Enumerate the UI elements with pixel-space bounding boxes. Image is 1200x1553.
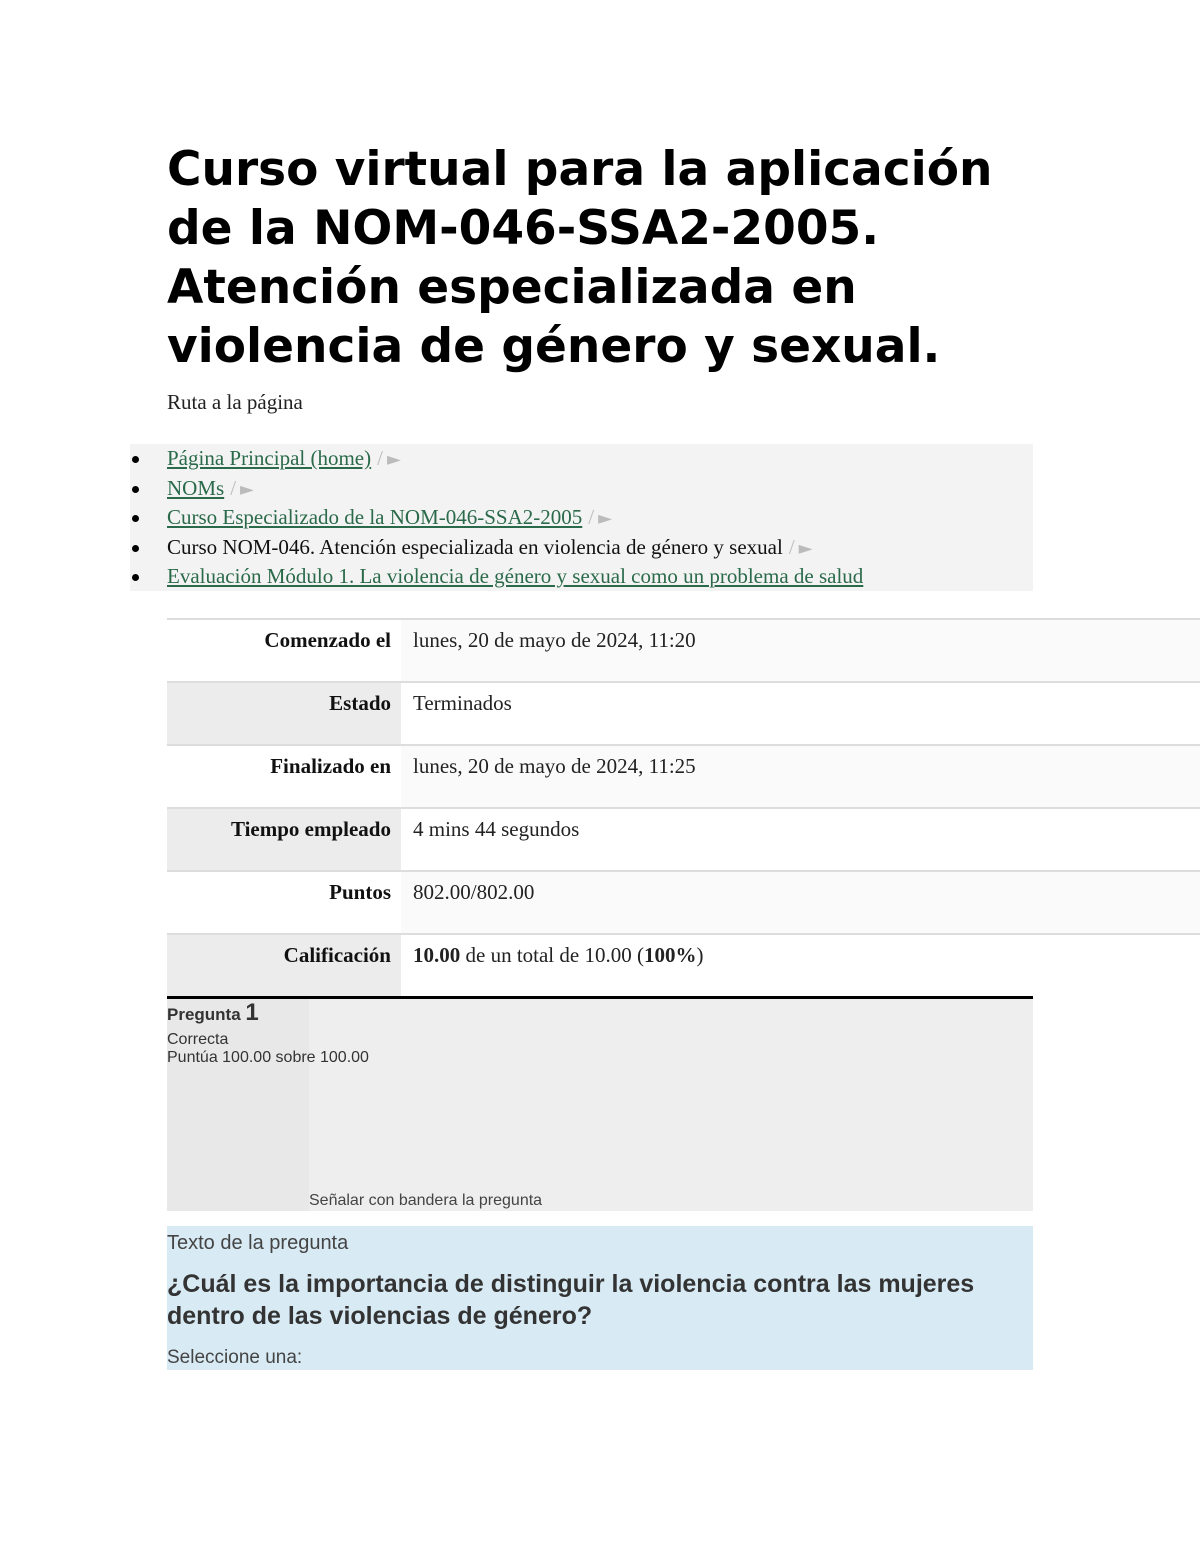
summary-label: Finalizado en (167, 745, 401, 808)
breadcrumb (130, 444, 1033, 591)
breadcrumb-separator: / (230, 475, 237, 500)
play-arrow-icon: ► (598, 508, 612, 529)
breadcrumb-separator: / (588, 505, 595, 529)
summary-row-started (167, 619, 1200, 682)
breadcrumb-separator: / (788, 534, 795, 559)
grade-percent: 100% (643, 943, 697, 967)
summary-label: Calificación (167, 934, 401, 997)
summary-value: Terminados (401, 682, 1200, 745)
flag-question-link[interactable]: Señalar con bandera la pregunta (309, 1192, 543, 1209)
question-state: Correcta (167, 1031, 229, 1048)
grade-close: ) (696, 943, 704, 967)
breadcrumb-separator: / (377, 446, 383, 470)
breadcrumb-link-course-specialized[interactable]: Curso Especializado de la NOM-046-SSA2-2005 (167, 505, 583, 529)
summary-value: 4 mins 44 segundos (401, 808, 1200, 871)
breadcrumb-item (130, 444, 1033, 474)
summary-row-state (167, 682, 1200, 745)
breadcrumb-link-evaluation[interactable]: Evaluación Módulo 1. La violencia de género y sexual como un problema de salud (167, 564, 864, 588)
breadcrumb-item (130, 562, 1033, 592)
summary-value: lunes, 20 de mayo de 2024, 11:20 (401, 619, 1200, 682)
question-text: ¿Cuál es la importancia de distinguir la violencia contra las mujeres dentro de las violencias de género? (167, 1270, 975, 1330)
summary-label: Tiempo empleado (167, 808, 401, 871)
breadcrumb-item (130, 474, 1033, 504)
question-number (167, 999, 259, 1027)
question-text-label: Texto de la pregunta (167, 1232, 349, 1254)
question-number-value: 1 (245, 999, 259, 1026)
breadcrumb-link-home[interactable]: Página Principal (home) (167, 446, 372, 470)
play-arrow-icon: ► (386, 449, 401, 470)
breadcrumb-heading: Ruta a la página (167, 390, 303, 414)
summary-value: lunes, 20 de mayo de 2024, 11:25 (401, 745, 1200, 808)
summary-row-grade (167, 934, 1200, 997)
breadcrumb-item (130, 503, 1033, 533)
summary-value: 802.00/802.00 (401, 871, 1200, 934)
summary-label: Comenzado el (167, 619, 401, 682)
summary-label: Estado (167, 682, 401, 745)
grade-total-text: de un total de 10.00 ( (460, 943, 644, 967)
page-title: Curso virtual para la aplicación de la NOM-046-SSA2-2005. Atención especializada en violencia de género y sexual. (167, 142, 993, 374)
summary-value (401, 934, 1200, 997)
attempt-summary-table (167, 618, 1200, 997)
breadcrumb-item (130, 533, 1033, 563)
summary-row-finished (167, 745, 1200, 808)
bullet-icon (132, 486, 139, 493)
play-arrow-icon: ► (240, 478, 254, 500)
breadcrumb-link-noms[interactable]: NOMs (167, 475, 225, 500)
bullet-icon (132, 574, 139, 581)
grade-score: 10.00 (413, 943, 461, 967)
question-info-panel (167, 996, 1033, 1211)
question-label: Pregunta (167, 1005, 241, 1024)
bullet-icon (132, 456, 139, 463)
summary-label: Puntos (167, 871, 401, 934)
answer-prompt: Seleccione una: (167, 1347, 303, 1368)
question-grade: Puntúa 100.00 sobre 100.00 (167, 1049, 369, 1066)
question-content-panel (167, 1226, 1033, 1370)
summary-row-time (167, 808, 1200, 871)
breadcrumb-current-course: Curso NOM-046. Atención especializada en violencia de género y sexual (167, 534, 783, 559)
play-arrow-icon: ► (798, 537, 813, 559)
bullet-icon (132, 545, 139, 552)
bullet-icon (132, 515, 139, 522)
summary-row-points (167, 871, 1200, 934)
